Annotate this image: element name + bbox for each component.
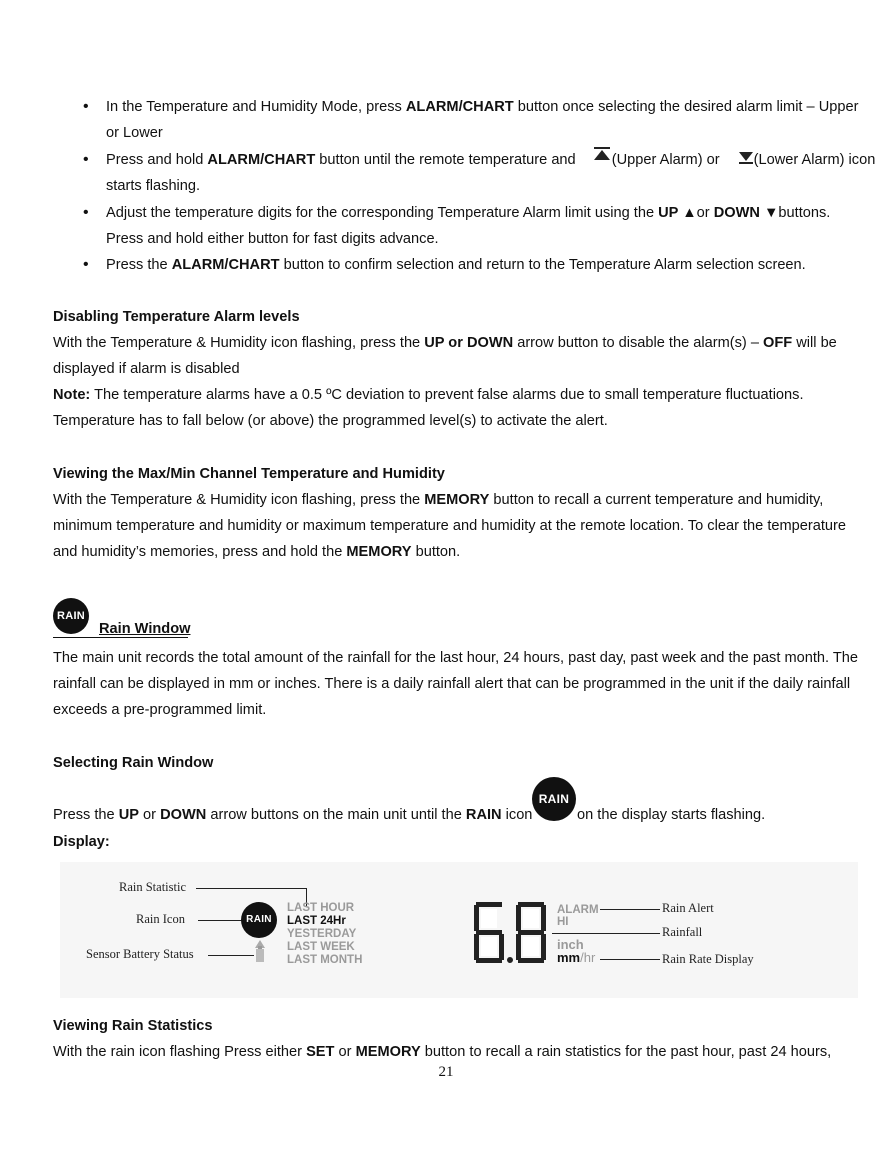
- stat-last-month: LAST MONTH: [287, 954, 363, 966]
- bullet-line: Press the ALARM/CHART button to confirm selection and return to the Temperature Alarm selection screen.: [106, 257, 806, 273]
- viewing-line: With the rain icon flashing Press either SET or MEMORY button to recall a rain statistics for the past hour, past 24 hours,: [53, 1044, 832, 1060]
- label-sensor-battery: Sensor Battery Status: [86, 947, 194, 961]
- viewing-heading: Viewing Rain Statistics: [53, 1018, 213, 1034]
- leader-line: [600, 959, 660, 960]
- bullet-dot: •: [83, 204, 89, 221]
- label-rain-rate: Rain Rate Display: [662, 952, 754, 966]
- lower-alarm-icon: [738, 151, 754, 165]
- alarm-label: ALARM: [557, 904, 599, 916]
- rain-paragraph-line: The main unit records the total amount of the rainfall for the last hour, 24 hours, past day, past week and the past month. The: [53, 650, 859, 666]
- sensor-battery-icon: [253, 938, 267, 964]
- bullet-dot: •: [83, 98, 89, 115]
- inch-label: inch: [557, 937, 584, 952]
- stat-yesterday: YESTERDAY: [287, 928, 357, 940]
- seven-segment-digits: [472, 900, 552, 966]
- up-triangle-icon: ▲: [682, 205, 697, 221]
- leader-line: [196, 888, 306, 889]
- page-number: 21: [438, 1064, 454, 1080]
- rain-icon: RAIN: [532, 777, 576, 821]
- stat-last-hour: LAST HOUR: [287, 902, 355, 914]
- rain-icon: RAIN: [241, 902, 277, 938]
- maxmin-paragraph-line: and humidity’s memories, press and hold the MEMORY button.: [53, 544, 461, 560]
- bullet-line: Press and hold either button for fast digits advance.: [106, 231, 439, 247]
- label-rain-alert: Rain Alert: [662, 901, 714, 915]
- bullet-dot: •: [83, 256, 89, 273]
- leader-line: [198, 920, 242, 921]
- selecting-line: Press the UP or DOWN arrow buttons on the main unit until the RAIN icon: [53, 807, 533, 823]
- selecting-line-end: on the display starts flashing.: [577, 807, 766, 823]
- bullet-line: starts flashing.: [106, 178, 201, 194]
- leader-line: [552, 933, 660, 934]
- note-line: Temperature has to fall below (or above) the programmed level(s) to activate the alert.: [53, 413, 608, 429]
- rain-paragraph-line: rainfall can be displayed in mm or inches. There is a daily rainfall alert that can be programmed in the unit if the daily rainfall: [53, 676, 851, 692]
- bullet-line: Adjust the temperature digits for the corresponding Temperature Alarm limit using the UP ▲or DOWN ▼buttons.: [106, 205, 831, 221]
- disable-paragraph-line: displayed if alarm is disabled: [53, 361, 240, 377]
- rain-window-heading: Rain Window: [99, 621, 191, 637]
- disable-paragraph-line: With the Temperature & Humidity icon flashing, press the UP or DOWN arrow button to disable the alarm(s) – OFF will be: [53, 335, 837, 351]
- label-rainfall: Rainfall: [662, 925, 703, 939]
- maxmin-heading: Viewing the Max/Min Channel Temperature and Humidity: [53, 466, 445, 482]
- rain-display-figure: [60, 862, 858, 998]
- rain-paragraph-line: exceeds a pre-programmed limit.: [53, 702, 267, 718]
- leader-line: [208, 955, 254, 956]
- bullet-line: Press and hold ALARM/CHART button until the remote temperature and (Upper Alarm) or (Lower Alarm) icon: [106, 147, 875, 173]
- maxmin-paragraph-line: minimum temperature and humidity or maximum temperature and humidity at the remote location. To clear the temperature: [53, 518, 847, 534]
- maxmin-paragraph-line: With the Temperature & Humidity icon flashing, press the MEMORY button to recall a current temperature and humidity,: [53, 492, 824, 508]
- unit-label: mm/hr: [557, 950, 596, 965]
- bullet-dot: •: [83, 151, 89, 168]
- rain-icon: RAIN: [53, 598, 89, 634]
- bullet-line: or Lower: [106, 125, 163, 141]
- hi-label: HI: [557, 916, 569, 928]
- upper-alarm-icon: [592, 146, 612, 162]
- note-line: Note: The temperature alarms have a 0.5 ºC deviation to prevent false alarms due to small temperature fluctuations.: [53, 387, 804, 403]
- stat-last-24hr: LAST 24Hr: [287, 915, 346, 927]
- down-triangle-icon: ▼: [763, 205, 779, 221]
- disable-heading: Disabling Temperature Alarm levels: [53, 309, 300, 325]
- bullet-line: In the Temperature and Humidity Mode, press ALARM/CHART button once selecting the desired alarm limit – Upper: [106, 99, 859, 115]
- label-rain-statistic: Rain Statistic: [119, 880, 187, 894]
- stat-last-week: LAST WEEK: [287, 941, 355, 953]
- selecting-heading: Selecting Rain Window: [53, 755, 214, 771]
- display-label: Display:: [53, 834, 110, 850]
- leader-line: [600, 909, 660, 910]
- label-rain-icon: Rain Icon: [136, 912, 185, 926]
